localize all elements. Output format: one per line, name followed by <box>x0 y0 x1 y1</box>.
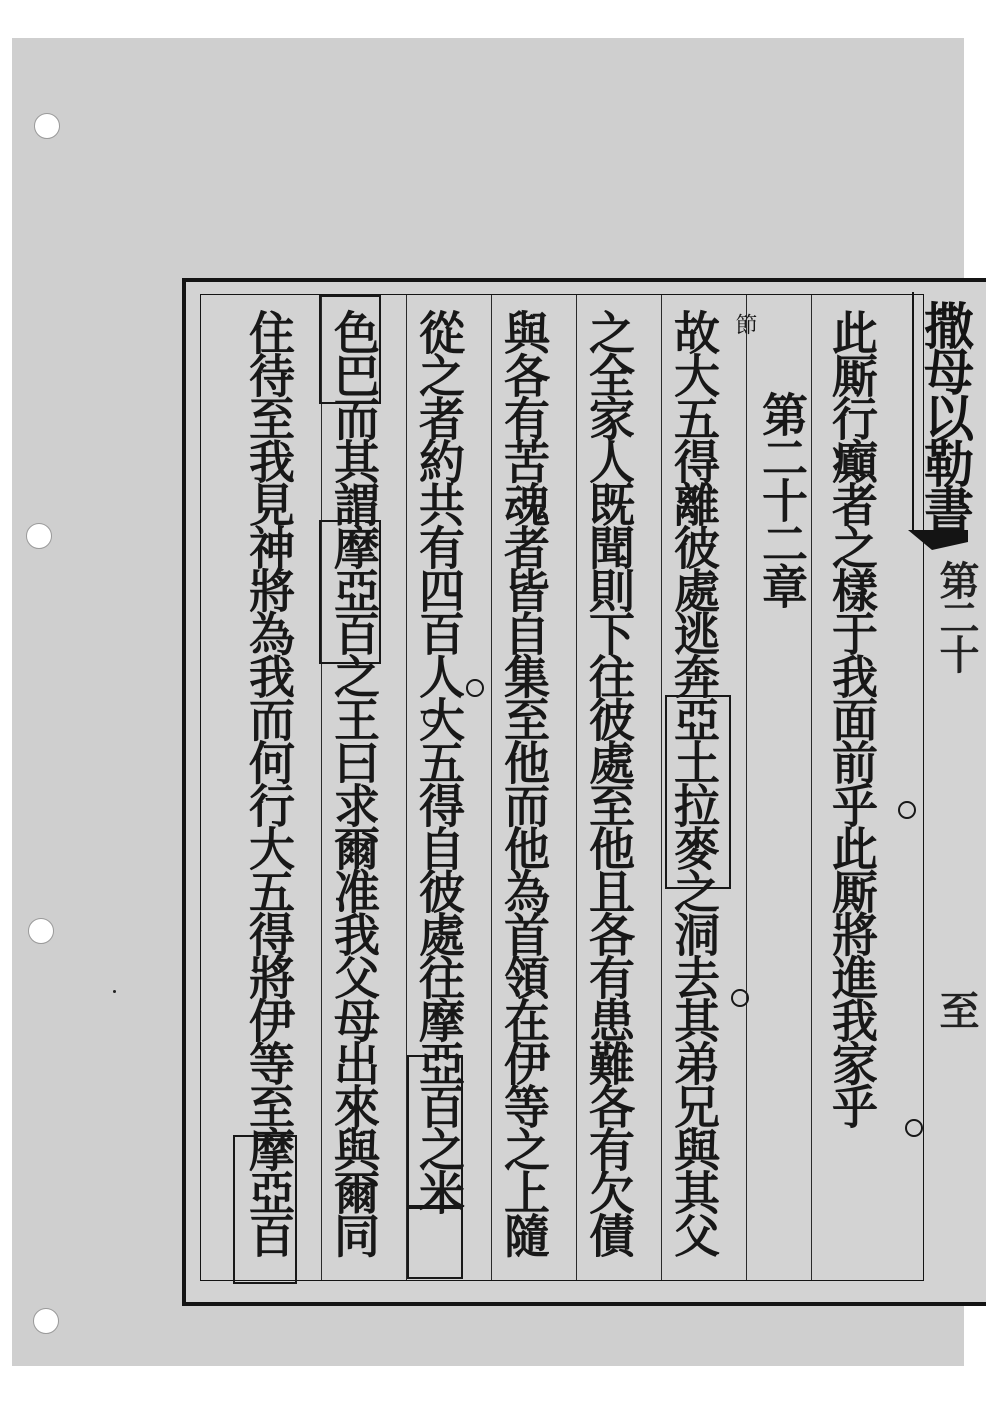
binder-hole <box>34 113 60 139</box>
column-rule <box>321 295 322 1280</box>
name-bracket <box>319 295 381 404</box>
section-note: 節 <box>732 313 757 335</box>
text-column-2: 第二十二章 <box>755 391 809 606</box>
punctuation-circle <box>898 801 916 819</box>
margin-text: 第二十 <box>933 560 980 671</box>
book-title: 撒母以勒書 <box>916 300 975 530</box>
name-bracket <box>319 520 381 664</box>
column-rule <box>746 295 747 1280</box>
punctuation-circle <box>466 679 484 697</box>
name-bracket <box>665 695 731 889</box>
column-rule <box>576 295 577 1280</box>
name-bracket <box>407 1055 463 1209</box>
text-column-3: 故大五得離彼處逃奔亞土拉麥之洞去其弟兄與其父 <box>667 309 721 1255</box>
binder-hole <box>28 918 54 944</box>
margin-text-2: 至 <box>933 990 980 1027</box>
column-rule <box>661 295 662 1280</box>
column-rule <box>491 295 492 1280</box>
speck <box>113 990 116 993</box>
text-column-4: 之全家人既聞則下往彼處至他且各有患難各有欠債 <box>582 309 636 1255</box>
punctuation-circle <box>423 709 441 727</box>
text-column-7: 色巴而其謂摩亞百之王曰求爾准我父母出來與爾同 <box>327 309 381 1255</box>
name-bracket <box>407 1205 463 1279</box>
column-rule <box>811 295 812 1280</box>
punctuation-circle <box>731 989 749 1007</box>
name-bracket <box>233 1135 297 1284</box>
text-column-8: 住待至我見神將為我而何行大五得將伊等至摩亞百 <box>242 309 296 1255</box>
text-column-5: 與各有苦魂者皆自集至他而他為首領在伊等之上隨 <box>497 309 551 1255</box>
text-column-6: 從之者約共有四百人大五得自彼處往摩亞百之米 <box>412 309 466 1212</box>
binder-hole <box>33 1308 59 1334</box>
text-block <box>200 294 924 1281</box>
binder-hole <box>26 523 52 549</box>
text-column-1: 此厮行癲者之樣于我面前乎此厮將進我家乎 <box>825 309 879 1126</box>
punctuation-circle <box>905 1119 923 1137</box>
